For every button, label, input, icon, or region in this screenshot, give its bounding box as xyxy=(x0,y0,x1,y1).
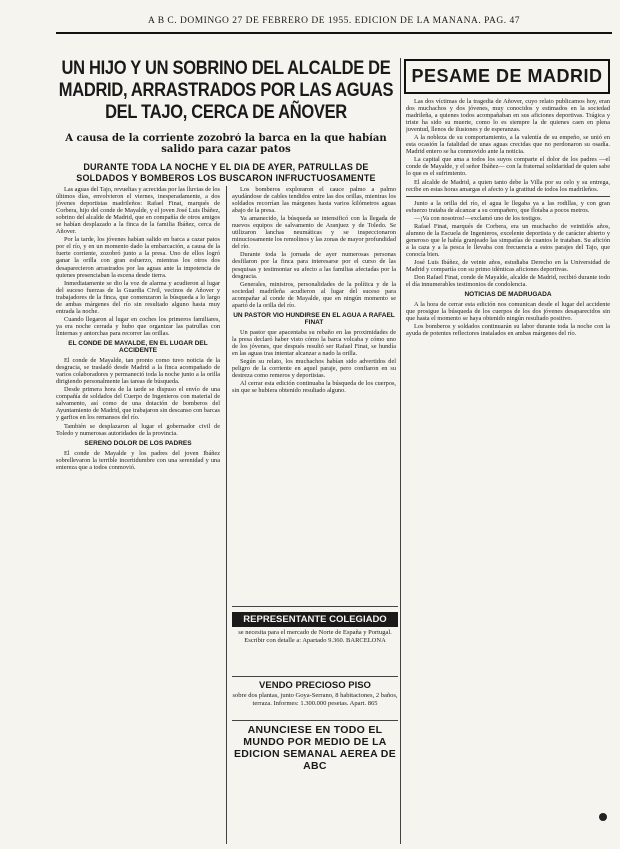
article-paragraph: Las aguas del Tajo, revueltas y acrecidas por las lluvias de los últimos días, envolvieron el viernes, inesperadamente, a dos jóvenes deportistas madrileños: Rafael Finat, marqués de Corbera, hijo del conde de Mayalde, y el joven José Luis Ibáñez, sobrino del alcalde de Madrid, que en compañía de otros amigos se habían desplazado a la finca de la familia Ibáñez, cerca de Añover. xyxy=(56,186,220,236)
main-headline: UN HIJO Y UN SOBRINO DEL ALCALDE DE MADRID, ARRASTRADOS POR LAS AGUAS DEL TAJO, CERCA DE AÑOVER xyxy=(58,58,394,123)
section-heading-madrugada: NOTICIAS DE MADRUGADA xyxy=(464,291,552,299)
article-paragraph: —¡Va con nosotros!—exclamó uno de los testigos. xyxy=(414,214,543,222)
article-paragraph: El conde de Mayalde, tan pronto como tuvo noticia de la desgracia, se trasladó desde Madrid a la finca acompañado de varios colaboradores y permaneció toda la noche junto a la orilla dirigiendo personalmente las tareas de búsqueda. xyxy=(56,357,220,386)
ad-piso xyxy=(232,680,398,718)
masthead-rule xyxy=(56,32,612,34)
article-paragraph: Ya amanecido, la búsqueda se intensificó con la llegada de nuevos equipos de salvamento de Aranjuez y de Toledo. Se utilizaron lanchas neumáticas y se inspeccionaron minuciosamente los remolinos y las zonas de mayor profundidad del río. xyxy=(232,215,396,251)
article-paragraph: Rafael Finat, marqués de Corbera, era un muchacho de veintidós años, alumno de la Escuela de Ingenieros, excelente deportista y de carácter abierto y generoso que le había granjeado las simpatías de cuantos le trataban. Su afición a la caza y a la pesca le llevaba con frecuencia a estos parajes del Tajo, que conocía bien. xyxy=(406,222,610,258)
article-paragraph: El conde de Mayalde y los padres del joven Ibáñez sobrellevaron la terrible incertidumbre con una serenidad y una entereza que a todos conmovió. xyxy=(56,449,220,471)
article-paragraph: Inmediatamente se dio la voz de alarma y acudieron al lugar del suceso fuerzas de la Guardia Civil, vecinos de Añover y trabajadores de la finca, que comenzaron la búsqueda a lo largo de ambas márgenes del río sin resultado alguno hasta muy entrada la noche. xyxy=(56,279,220,315)
ink-spot-icon xyxy=(599,813,607,821)
column-divider xyxy=(400,58,401,844)
inner-rule xyxy=(406,196,610,197)
pesame-column xyxy=(406,98,610,844)
section-heading-pastor: UN PASTOR VIO HUNDIRSE EN EL AGUA A RAFAEL FINAT xyxy=(233,311,395,326)
article-column-1 xyxy=(56,186,220,844)
article-paragraph: Los bomberos y soldados continuarán su labor durante toda la noche con la ayuda de potentes reflectores instalados en ambas márgenes del río. xyxy=(406,323,610,338)
article-paragraph: José Luis Ibáñez, de veinte años, estudiaba Derecho en la Universidad de Madrid y compartía con su primo idénticas aficiones deportivas. xyxy=(406,258,610,274)
ad-piso-title: VENDO PRECIOSO PISO xyxy=(259,680,371,691)
article-paragraph: La capital que ama a todos los suyos comparte el dolor de los padres —el conde de Mayalde, y el señor Ibáñez— con la fraternal solidaridad de quien sabe lo que es el sufrimiento. xyxy=(406,156,610,178)
ad-edicion-aerea xyxy=(232,724,398,774)
ad-representante xyxy=(232,612,398,672)
ad-divider xyxy=(232,676,398,677)
ad-representante-title: REPRESENTANTE COLEGIADO xyxy=(232,612,398,627)
pesame-title-box: PESAME DE MADRID xyxy=(404,59,610,94)
article-paragraph: Junto a la orilla del río, el agua le llegaba ya a las rodillas, y con gran esfuerzo trataba de alcanzar a su compañero, que flotaba a pocos metros. xyxy=(406,199,610,214)
ad-piso-body: sobre dos plantas, junto Goya-Serrano, 8 habitaciones, 2 baños, terraza. Informes: 1.300.000 pesetas. Apart. 865 xyxy=(232,692,398,707)
article-paragraph: Un pastor que apacentaba su rebaño en las proximidades de la presa declaró haber visto cómo la barca volcaba y cómo uno de los jóvenes, que después resultó ser Rafael Finat, se hundía en las aguas tras intentar alcanzar a nado la orilla. xyxy=(232,328,396,358)
article-paragraph: Según su relato, los muchachos habían sido advertidos del peligro de la corriente en aquel paraje, pero confiaron en su destreza como remeros y deportistas. xyxy=(232,358,396,380)
ad-edicion-aerea-title: ANUNCIESE EN TODO EL MUNDO POR MEDIO DE LA EDICION SEMANAL AEREA DE ABC xyxy=(234,724,396,772)
article-paragraph: Cuando llegaron al lugar en coches los primeros familiares, ya era noche cerrada y hubo que organizar las patrullas con linternas y antorchas para recorrer las orillas. xyxy=(56,315,220,337)
article-paragraph: Las dos víctimas de la tragedia de Añover, cuyo relato publicamos hoy, eran dos muchachos y dos jóvenes, muy conocidos y estimados en la sociedad madrileña, a quienes todos acompañaban en sus aficiones deportivas. Trágica y triste ha sido su muerte, como lo es siempre la de quienes caen en plena juventud, llenos de ilusiones y de esperanzas. xyxy=(406,98,610,134)
article-paragraph: Al cerrar esta edición continuaba la búsqueda de los cuerpos, sin que se hubiera obtenido resultado alguno. xyxy=(232,380,396,395)
article-paragraph: También se desplazaron al lugar el gobernador civil de Toledo y numerosas autoridades de la provincia. xyxy=(56,422,220,437)
column-divider xyxy=(226,186,227,844)
article-paragraph: Los bomberos exploraron el cauce palmo a palmo ayudándose de cables tendidos entre las dos orillas, mientras los soldados recorrían las márgenes hasta varios kilómetros aguas abajo de la presa. xyxy=(232,186,396,215)
article-paragraph: Por la tarde, los jóvenes habían salido en barca a cazar patos por el río, y en un momento dado la embarcación, a causa de la fuerte corriente, zozobró junto a la presa. Uno de ellos logró ganar la orilla con gran esfuerzo, mientras los otros dos desaparecieron arrastrados por las aguas ante la impotencia de quienes presenciaban la escena desde tierra. xyxy=(56,236,220,279)
article-paragraph: Durante toda la jornada de ayer numerosas personas desfilaron por la finca para interesarse por el curso de las pesquisas y testimoniar su afecto a las familias afectadas por la desgracia. xyxy=(232,251,396,280)
article-paragraph: A la hora de cerrar esta edición nos comunican desde el lugar del accidente que prosigue la búsqueda de los cuerpos de los dos jóvenes desaparecidos sin que hasta el momento se haya obtenido ningún resultado positivo. xyxy=(406,301,610,323)
article-column-2 xyxy=(232,186,396,570)
ad-divider xyxy=(232,606,398,607)
article-paragraph: Desde primera hora de la tarde se dispuso el envío de una compañía de soldados del Cuerpo de Ingenieros con material de salvamento, así como de una dotación de bomberos del Ayuntamiento de Madrid, que trabajaron sin descanso con barcas y garfios en los remansos del río. xyxy=(56,386,220,422)
article-paragraph: Generales, ministros, personalidades de la política y de la sociedad madrileña acudieron al lugar del suceso para acompañar al conde de Mayalde, que en ningún momento se apartó de la orilla del río. xyxy=(232,280,396,309)
section-heading-mayalde: EL CONDE DE MAYALDE, EN EL LUGAR DEL ACCIDENTE xyxy=(68,339,208,355)
ad-divider xyxy=(232,720,398,721)
article-paragraph: Don Rafael Finat, conde de Mayalde, alcalde de Madrid, recibió durante todo el día innumerables testimonios de condolencia. xyxy=(406,274,610,289)
main-subhead: A causa de la corriente zozobró la barca en la que habían salido para cazar patos xyxy=(65,133,387,155)
page-masthead: A B C. DOMINGO 27 DE FEBRERO DE 1955. EDICION DE LA MAÑANA. PAG. 47 xyxy=(148,16,520,26)
article-paragraph: A la nobleza de su comportamiento, a la valentía de su empeño, se unió en esta ocasión la fatalidad de unas aguas crecidas que no perdonaron su osadía. Madrid entero se ha conmovido ante la noticia. xyxy=(406,134,610,156)
article-paragraph: El alcalde de Madrid, a quien tanto debe la Villa por su celo y su entrega, recibe en estas horas amargas el afecto y la gratitud de todos los madrileños. xyxy=(406,178,610,193)
main-kicker: DURANTE TODA LA NOCHE Y EL DIA DE AYER, PATRULLAS DE SOLDADOS Y BOMBEROS LOS BUSCARON INFRUCTUOSAMENTE xyxy=(76,162,376,183)
ad-representante-body: se necesita para el mercado de Norte de España y Portugal. Escribir con detalle a: Apartado 9.360. BARCELONA xyxy=(238,629,392,644)
section-heading-sereno-dolor: SERENO DOLOR DE LOS PADRES xyxy=(84,439,192,447)
